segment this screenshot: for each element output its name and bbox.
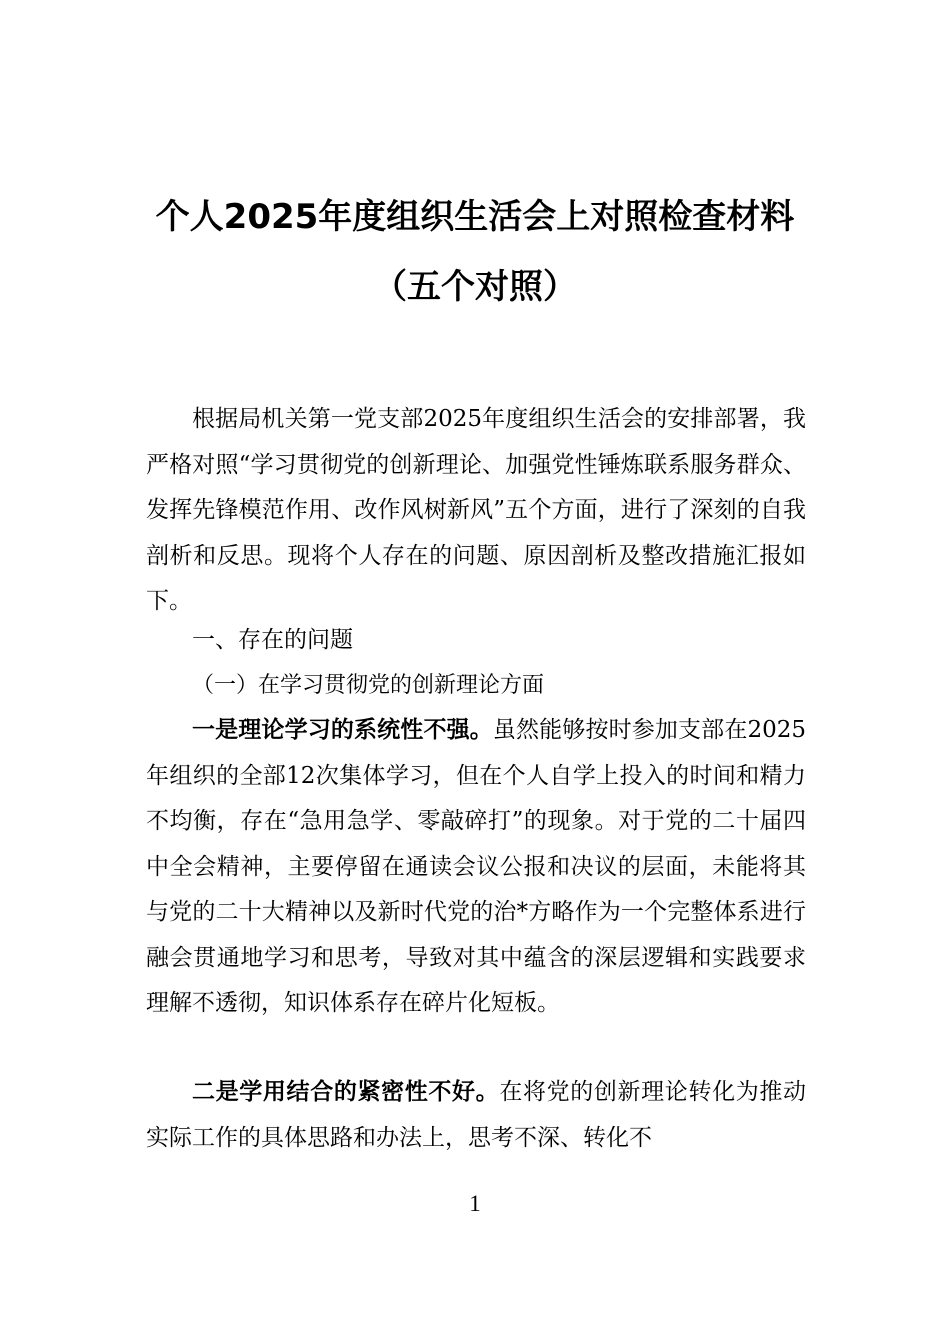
point-one-paragraph xyxy=(146,708,806,1027)
point-one-lead: 一是理论学习的系统性不强。 xyxy=(192,717,493,743)
document-title: 个人2025年度组织生活会上对照检查材料 xyxy=(155,197,795,237)
point-two-lead: 二是学用结合的紧密性不好。 xyxy=(192,1079,500,1105)
document-subtitle: （五个对照） xyxy=(373,267,577,307)
section-heading: 一、存在的问题 xyxy=(192,627,353,653)
subsection-heading: （一）在学习贯彻党的创新理论方面 xyxy=(192,673,545,698)
point-one-body: 虽然能够按时参加支部在2025年组织的全部12次集体学习，但在个人自学上投入的时间和精力不均衡，存在“急用急学、零敲碎打”的现象。对于党的二十届四中全会精神，主要停留在通读会议公报和决议的层面，未能将其与党的二十大精神以及新时代党的治*方略作为一个完整体系进行融会贯通地学习和思考，导致对其中蕴含的深层逻辑和实践要求理解不透彻，知识体系存在碎片化短板。 xyxy=(146,717,806,1016)
point-two-body: 在将党的创新理论转化为推动实际工作的具体思路和办法上，思考不深、转化不 xyxy=(146,1079,807,1151)
point-two-paragraph xyxy=(146,1070,806,1161)
intro-paragraph: 根据局机关第一党支部2025年度组织生活会的安排部署，我严格对照“学习贯彻党的创新理论、加强党性锤炼联系服务群众、发挥先锋模范作用、改作风树新风”五个方面，进行了深刻的自我剖析和反思。现将个人存在的问题、原因剖析及整改措施汇报如下。 xyxy=(146,406,806,614)
page-number: 1 xyxy=(469,1191,481,1216)
